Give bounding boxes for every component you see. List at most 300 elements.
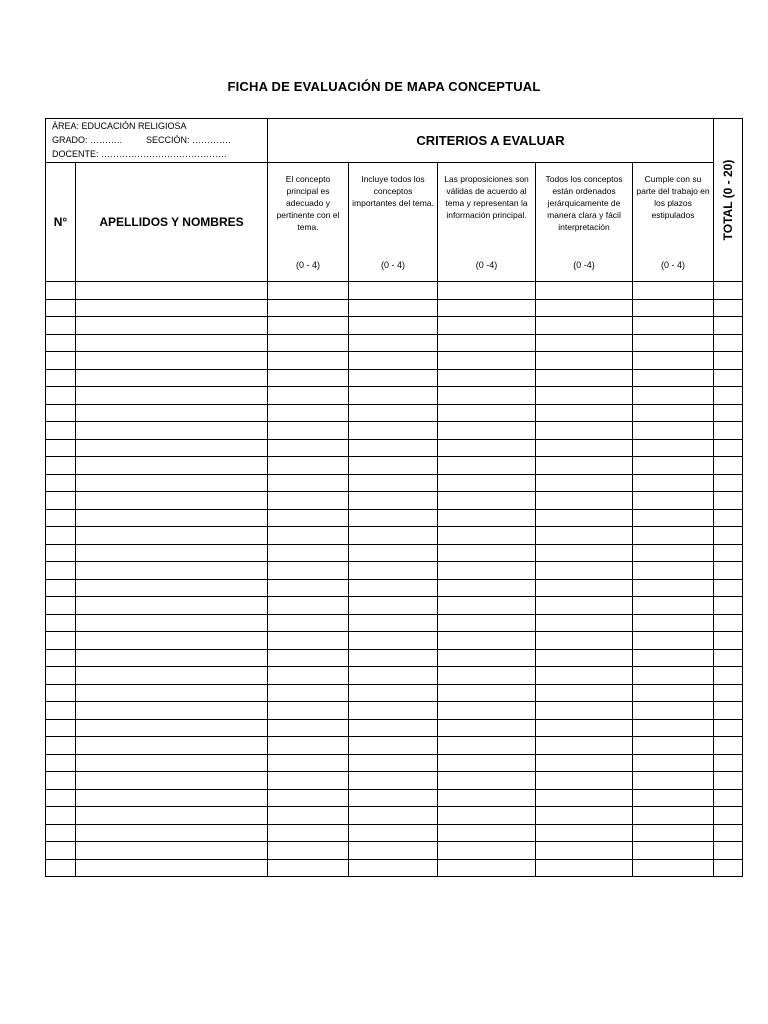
total-cell[interactable] xyxy=(714,544,743,562)
name-cell[interactable] xyxy=(76,544,268,562)
score-cell-3[interactable] xyxy=(438,282,536,300)
criterion-4-score: (0 -4) xyxy=(573,260,595,270)
score-cell-2[interactable] xyxy=(349,579,438,597)
number-cell[interactable] xyxy=(46,632,76,650)
score-cell-1[interactable] xyxy=(268,299,349,317)
criterion-5 xyxy=(633,163,714,282)
total-cell[interactable] xyxy=(714,614,743,632)
name-cell[interactable] xyxy=(76,474,268,492)
docente-field[interactable]: DOCENTE: …………………………………… xyxy=(52,149,228,159)
number-cell[interactable] xyxy=(46,404,76,422)
total-cell[interactable] xyxy=(714,527,743,545)
score-cell-1[interactable] xyxy=(268,737,349,755)
score-cell-2[interactable] xyxy=(349,684,438,702)
score-cell-5[interactable] xyxy=(633,282,714,300)
score-cell-5[interactable] xyxy=(633,439,714,457)
score-cell-3[interactable] xyxy=(438,509,536,527)
score-cell-5[interactable] xyxy=(633,352,714,370)
score-cell-1[interactable] xyxy=(268,597,349,615)
score-cell-2[interactable] xyxy=(349,352,438,370)
name-cell[interactable] xyxy=(76,317,268,335)
score-cell-1[interactable] xyxy=(268,807,349,825)
score-cell-4[interactable] xyxy=(536,299,633,317)
student-rows xyxy=(46,282,743,877)
score-cell-4[interactable] xyxy=(536,422,633,440)
score-cell-5[interactable] xyxy=(633,667,714,685)
score-cell-5[interactable] xyxy=(633,824,714,842)
score-cell-3[interactable] xyxy=(438,719,536,737)
score-cell-1[interactable] xyxy=(268,317,349,335)
criterion-4-desc: Todos los conceptos están ordenados jerárquicamente de manera clara y fácil interpretación xyxy=(545,174,623,232)
score-cell-5[interactable] xyxy=(633,404,714,422)
table-row xyxy=(46,317,743,335)
number-cell[interactable] xyxy=(46,369,76,387)
total-cell[interactable] xyxy=(714,562,743,580)
score-cell-2[interactable] xyxy=(349,334,438,352)
score-cell-3[interactable] xyxy=(438,824,536,842)
score-cell-1[interactable] xyxy=(268,334,349,352)
number-cell[interactable] xyxy=(46,299,76,317)
score-cell-1[interactable] xyxy=(268,527,349,545)
score-cell-3[interactable] xyxy=(438,492,536,510)
score-cell-5[interactable] xyxy=(633,492,714,510)
score-cell-2[interactable] xyxy=(349,457,438,475)
score-cell-4[interactable] xyxy=(536,807,633,825)
score-cell-4[interactable] xyxy=(536,579,633,597)
score-cell-1[interactable] xyxy=(268,859,349,877)
total-cell[interactable] xyxy=(714,317,743,335)
total-cell[interactable] xyxy=(714,842,743,860)
score-cell-3[interactable] xyxy=(438,527,536,545)
score-cell-4[interactable] xyxy=(536,457,633,475)
name-cell[interactable] xyxy=(76,772,268,790)
score-cell-1[interactable] xyxy=(268,422,349,440)
score-cell-4[interactable] xyxy=(536,317,633,335)
score-cell-5[interactable] xyxy=(633,702,714,720)
score-cell-1[interactable] xyxy=(268,842,349,860)
score-cell-2[interactable] xyxy=(349,754,438,772)
name-cell[interactable] xyxy=(76,352,268,370)
score-cell-1[interactable] xyxy=(268,754,349,772)
total-cell[interactable] xyxy=(714,282,743,300)
score-cell-1[interactable] xyxy=(268,544,349,562)
score-cell-4[interactable] xyxy=(536,352,633,370)
name-cell[interactable] xyxy=(76,614,268,632)
score-cell-5[interactable] xyxy=(633,579,714,597)
total-cell[interactable] xyxy=(714,597,743,615)
score-cell-4[interactable] xyxy=(536,282,633,300)
score-cell-5[interactable] xyxy=(633,859,714,877)
score-cell-1[interactable] xyxy=(268,789,349,807)
score-cell-3[interactable] xyxy=(438,684,536,702)
number-cell[interactable] xyxy=(46,719,76,737)
score-cell-3[interactable] xyxy=(438,299,536,317)
score-cell-4[interactable] xyxy=(536,614,633,632)
score-cell-5[interactable] xyxy=(633,527,714,545)
name-cell[interactable] xyxy=(76,492,268,510)
number-cell[interactable] xyxy=(46,789,76,807)
name-cell[interactable] xyxy=(76,667,268,685)
score-cell-5[interactable] xyxy=(633,562,714,580)
table-row xyxy=(46,299,743,317)
name-cell[interactable] xyxy=(76,387,268,405)
score-cell-4[interactable] xyxy=(536,387,633,405)
score-cell-2[interactable] xyxy=(349,789,438,807)
score-cell-4[interactable] xyxy=(536,719,633,737)
total-label: TOTAL (0 - 20) xyxy=(721,159,736,241)
score-cell-3[interactable] xyxy=(438,772,536,790)
total-cell[interactable] xyxy=(714,754,743,772)
score-cell-5[interactable] xyxy=(633,334,714,352)
number-cell[interactable] xyxy=(46,754,76,772)
table-row xyxy=(46,369,743,387)
table-row xyxy=(46,457,743,475)
score-cell-1[interactable] xyxy=(268,579,349,597)
score-cell-5[interactable] xyxy=(633,737,714,755)
number-cell[interactable] xyxy=(46,597,76,615)
score-cell-3[interactable] xyxy=(438,754,536,772)
score-cell-2[interactable] xyxy=(349,439,438,457)
score-cell-2[interactable] xyxy=(349,649,438,667)
table-row xyxy=(46,282,743,300)
score-cell-2[interactable] xyxy=(349,527,438,545)
score-cell-3[interactable] xyxy=(438,562,536,580)
total-cell[interactable] xyxy=(714,667,743,685)
total-cell[interactable] xyxy=(714,369,743,387)
table-row xyxy=(46,667,743,685)
number-cell[interactable] xyxy=(46,614,76,632)
score-cell-3[interactable] xyxy=(438,667,536,685)
total-cell[interactable] xyxy=(714,807,743,825)
name-cell[interactable] xyxy=(76,439,268,457)
score-cell-1[interactable] xyxy=(268,684,349,702)
score-cell-4[interactable] xyxy=(536,824,633,842)
score-cell-2[interactable] xyxy=(349,772,438,790)
score-cell-1[interactable] xyxy=(268,369,349,387)
score-cell-3[interactable] xyxy=(438,807,536,825)
score-cell-3[interactable] xyxy=(438,702,536,720)
score-cell-5[interactable] xyxy=(633,649,714,667)
score-cell-2[interactable] xyxy=(349,859,438,877)
score-cell-2[interactable] xyxy=(349,387,438,405)
total-cell[interactable] xyxy=(714,474,743,492)
number-cell[interactable] xyxy=(46,492,76,510)
score-cell-1[interactable] xyxy=(268,492,349,510)
score-cell-2[interactable] xyxy=(349,492,438,510)
score-cell-2[interactable] xyxy=(349,702,438,720)
score-cell-4[interactable] xyxy=(536,702,633,720)
score-cell-2[interactable] xyxy=(349,474,438,492)
score-cell-5[interactable] xyxy=(633,842,714,860)
score-cell-3[interactable] xyxy=(438,352,536,370)
score-cell-1[interactable] xyxy=(268,562,349,580)
name-cell[interactable] xyxy=(76,842,268,860)
score-cell-4[interactable] xyxy=(536,632,633,650)
score-cell-4[interactable] xyxy=(536,334,633,352)
name-cell[interactable] xyxy=(76,509,268,527)
total-cell[interactable] xyxy=(714,719,743,737)
score-cell-1[interactable] xyxy=(268,702,349,720)
total-cell[interactable] xyxy=(714,299,743,317)
number-cell[interactable] xyxy=(46,579,76,597)
score-cell-1[interactable] xyxy=(268,667,349,685)
score-cell-4[interactable] xyxy=(536,859,633,877)
score-cell-1[interactable] xyxy=(268,649,349,667)
score-cell-5[interactable] xyxy=(633,789,714,807)
number-cell[interactable] xyxy=(46,824,76,842)
score-cell-4[interactable] xyxy=(536,772,633,790)
total-cell[interactable] xyxy=(714,632,743,650)
name-cell[interactable] xyxy=(76,457,268,475)
score-cell-3[interactable] xyxy=(438,439,536,457)
score-cell-5[interactable] xyxy=(633,369,714,387)
score-cell-2[interactable] xyxy=(349,404,438,422)
number-cell[interactable] xyxy=(46,352,76,370)
total-cell[interactable] xyxy=(714,387,743,405)
table-row xyxy=(46,789,743,807)
score-cell-4[interactable] xyxy=(536,474,633,492)
score-cell-3[interactable] xyxy=(438,474,536,492)
score-cell-2[interactable] xyxy=(349,719,438,737)
score-cell-5[interactable] xyxy=(633,457,714,475)
score-cell-1[interactable] xyxy=(268,439,349,457)
number-cell[interactable] xyxy=(46,439,76,457)
score-cell-3[interactable] xyxy=(438,842,536,860)
score-cell-2[interactable] xyxy=(349,369,438,387)
score-cell-5[interactable] xyxy=(633,719,714,737)
number-cell[interactable] xyxy=(46,859,76,877)
score-cell-1[interactable] xyxy=(268,387,349,405)
name-cell[interactable] xyxy=(76,632,268,650)
score-cell-3[interactable] xyxy=(438,404,536,422)
score-cell-4[interactable] xyxy=(536,369,633,387)
score-cell-5[interactable] xyxy=(633,509,714,527)
score-cell-1[interactable] xyxy=(268,719,349,737)
total-cell[interactable] xyxy=(714,509,743,527)
score-cell-3[interactable] xyxy=(438,632,536,650)
grado-line xyxy=(52,133,267,147)
score-cell-2[interactable] xyxy=(349,509,438,527)
score-cell-4[interactable] xyxy=(536,439,633,457)
score-cell-2[interactable] xyxy=(349,317,438,335)
number-cell[interactable] xyxy=(46,667,76,685)
score-cell-2[interactable] xyxy=(349,282,438,300)
score-cell-2[interactable] xyxy=(349,614,438,632)
name-cell[interactable] xyxy=(76,597,268,615)
total-cell[interactable] xyxy=(714,702,743,720)
number-cell[interactable] xyxy=(46,509,76,527)
total-cell[interactable] xyxy=(714,439,743,457)
score-cell-3[interactable] xyxy=(438,422,536,440)
name-cell[interactable] xyxy=(76,422,268,440)
score-cell-5[interactable] xyxy=(633,614,714,632)
total-cell[interactable] xyxy=(714,859,743,877)
score-cell-2[interactable] xyxy=(349,562,438,580)
number-cell[interactable] xyxy=(46,474,76,492)
score-cell-3[interactable] xyxy=(438,544,536,562)
total-cell[interactable] xyxy=(714,649,743,667)
table-row xyxy=(46,684,743,702)
score-cell-5[interactable] xyxy=(633,597,714,615)
number-cell[interactable] xyxy=(46,387,76,405)
score-cell-4[interactable] xyxy=(536,842,633,860)
score-cell-2[interactable] xyxy=(349,667,438,685)
evaluation-table xyxy=(45,118,743,877)
table-row xyxy=(46,614,743,632)
score-cell-5[interactable] xyxy=(633,754,714,772)
table-row xyxy=(46,422,743,440)
number-cell[interactable] xyxy=(46,282,76,300)
total-cell[interactable] xyxy=(714,579,743,597)
name-cell[interactable] xyxy=(76,282,268,300)
total-cell[interactable] xyxy=(714,457,743,475)
score-cell-4[interactable] xyxy=(536,737,633,755)
name-cell[interactable] xyxy=(76,299,268,317)
number-cell[interactable] xyxy=(46,649,76,667)
score-cell-5[interactable] xyxy=(633,772,714,790)
table-row xyxy=(46,859,743,877)
number-cell[interactable] xyxy=(46,737,76,755)
total-cell[interactable] xyxy=(714,772,743,790)
number-cell[interactable] xyxy=(46,457,76,475)
number-cell[interactable] xyxy=(46,772,76,790)
score-cell-4[interactable] xyxy=(536,544,633,562)
total-cell[interactable] xyxy=(714,352,743,370)
document-title: FICHA DE EVALUACIÓN DE MAPA CONCEPTUAL xyxy=(227,79,541,94)
score-cell-3[interactable] xyxy=(438,649,536,667)
score-cell-1[interactable] xyxy=(268,282,349,300)
table-row xyxy=(46,544,743,562)
total-cell[interactable] xyxy=(714,684,743,702)
seccion-field[interactable]: SECCIÓN: …………. xyxy=(146,135,231,145)
number-cell[interactable] xyxy=(46,317,76,335)
score-cell-5[interactable] xyxy=(633,387,714,405)
score-cell-1[interactable] xyxy=(268,457,349,475)
score-cell-5[interactable] xyxy=(633,632,714,650)
score-cell-5[interactable] xyxy=(633,684,714,702)
score-cell-4[interactable] xyxy=(536,597,633,615)
number-cell[interactable] xyxy=(46,702,76,720)
table-row xyxy=(46,807,743,825)
name-cell[interactable] xyxy=(76,684,268,702)
score-cell-1[interactable] xyxy=(268,474,349,492)
score-cell-1[interactable] xyxy=(268,352,349,370)
score-cell-4[interactable] xyxy=(536,754,633,772)
score-cell-2[interactable] xyxy=(349,824,438,842)
score-cell-3[interactable] xyxy=(438,737,536,755)
score-cell-2[interactable] xyxy=(349,842,438,860)
score-cell-3[interactable] xyxy=(438,597,536,615)
name-cell[interactable] xyxy=(76,702,268,720)
score-cell-1[interactable] xyxy=(268,824,349,842)
name-cell[interactable] xyxy=(76,824,268,842)
score-cell-2[interactable] xyxy=(349,597,438,615)
name-cell[interactable] xyxy=(76,859,268,877)
score-cell-5[interactable] xyxy=(633,317,714,335)
total-cell[interactable] xyxy=(714,492,743,510)
score-cell-4[interactable] xyxy=(536,649,633,667)
score-cell-2[interactable] xyxy=(349,632,438,650)
score-cell-1[interactable] xyxy=(268,614,349,632)
score-cell-4[interactable] xyxy=(536,667,633,685)
name-cell[interactable] xyxy=(76,649,268,667)
number-cell[interactable] xyxy=(46,527,76,545)
score-cell-2[interactable] xyxy=(349,807,438,825)
score-cell-3[interactable] xyxy=(438,457,536,475)
table-row xyxy=(46,632,743,650)
total-cell[interactable] xyxy=(714,737,743,755)
criterion-1-score: (0 - 4) xyxy=(295,260,320,270)
name-cell[interactable] xyxy=(76,737,268,755)
score-cell-3[interactable] xyxy=(438,859,536,877)
total-cell[interactable] xyxy=(714,404,743,422)
name-cell[interactable] xyxy=(76,404,268,422)
name-cell[interactable] xyxy=(76,754,268,772)
score-cell-5[interactable] xyxy=(633,474,714,492)
score-cell-5[interactable] xyxy=(633,299,714,317)
score-cell-5[interactable] xyxy=(633,422,714,440)
name-cell[interactable] xyxy=(76,562,268,580)
score-cell-2[interactable] xyxy=(349,544,438,562)
grado-field[interactable]: GRADO: ……….. xyxy=(52,135,123,145)
score-cell-2[interactable] xyxy=(349,299,438,317)
name-cell[interactable] xyxy=(76,789,268,807)
total-cell[interactable] xyxy=(714,789,743,807)
name-cell[interactable] xyxy=(76,527,268,545)
score-cell-3[interactable] xyxy=(438,579,536,597)
score-cell-4[interactable] xyxy=(536,562,633,580)
criterion-5-desc: Cumple con su parte del trabajo en los plazos estipulados xyxy=(636,174,710,220)
name-cell[interactable] xyxy=(76,807,268,825)
number-cell[interactable] xyxy=(46,562,76,580)
score-cell-1[interactable] xyxy=(268,772,349,790)
score-cell-4[interactable] xyxy=(536,404,633,422)
number-cell[interactable] xyxy=(46,334,76,352)
total-cell[interactable] xyxy=(714,422,743,440)
score-cell-2[interactable] xyxy=(349,737,438,755)
score-cell-3[interactable] xyxy=(438,317,536,335)
criterion-3-score: (0 -4) xyxy=(475,260,498,270)
name-cell[interactable] xyxy=(76,334,268,352)
score-cell-1[interactable] xyxy=(268,632,349,650)
score-cell-5[interactable] xyxy=(633,544,714,562)
score-cell-5[interactable] xyxy=(633,807,714,825)
score-cell-4[interactable] xyxy=(536,492,633,510)
number-cell[interactable] xyxy=(46,684,76,702)
number-cell[interactable] xyxy=(46,422,76,440)
score-cell-4[interactable] xyxy=(536,684,633,702)
number-cell[interactable] xyxy=(46,842,76,860)
number-cell[interactable] xyxy=(46,807,76,825)
total-cell[interactable] xyxy=(714,824,743,842)
score-cell-3[interactable] xyxy=(438,334,536,352)
score-cell-4[interactable] xyxy=(536,527,633,545)
score-cell-4[interactable] xyxy=(536,509,633,527)
score-cell-2[interactable] xyxy=(349,422,438,440)
number-cell[interactable] xyxy=(46,544,76,562)
score-cell-3[interactable] xyxy=(438,387,536,405)
score-cell-3[interactable] xyxy=(438,614,536,632)
name-cell[interactable] xyxy=(76,579,268,597)
total-cell[interactable] xyxy=(714,334,743,352)
score-cell-1[interactable] xyxy=(268,404,349,422)
score-cell-1[interactable] xyxy=(268,509,349,527)
name-cell[interactable] xyxy=(76,369,268,387)
score-cell-3[interactable] xyxy=(438,789,536,807)
name-cell[interactable] xyxy=(76,719,268,737)
score-cell-4[interactable] xyxy=(536,789,633,807)
score-cell-3[interactable] xyxy=(438,369,536,387)
